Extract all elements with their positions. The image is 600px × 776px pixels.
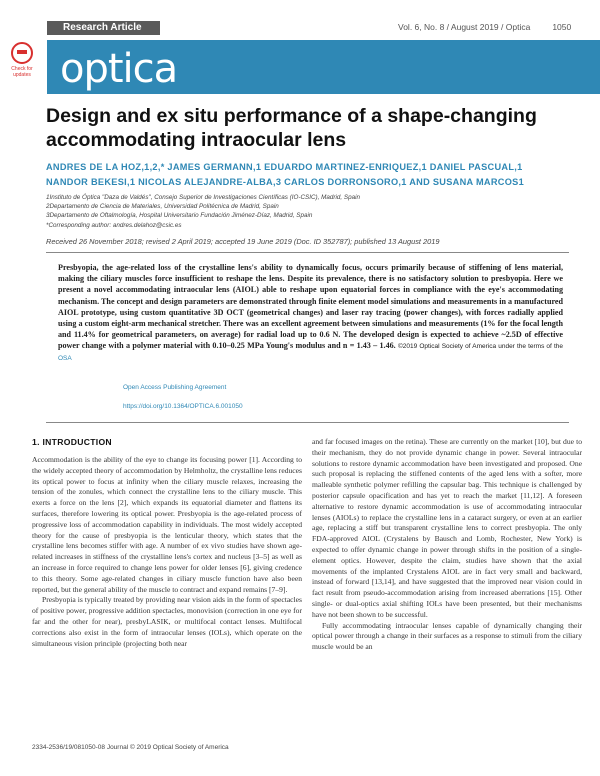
corresponding-author: *Corresponding author: andres.delahoz@csic.es bbox=[46, 221, 182, 229]
body-column-right bbox=[312, 437, 582, 653]
abstract-text: Presbyopia, the age-related loss of the crystalline lens's ability to dynamically focus, occurs primarily because of stiffening of lens material, making the ciliary muscles force insufficient to reshape the lens. Despite its prevalence, there is no satisfactory solution to presbyopia. Here we present a novel accommodating intraocular lens (AIOL) able to reshape upon equatorial forces in compliance with the eye's accommodating mechanism. The concept and design parameters are demonstrated through finite element model simulations and measurements in a manufactured AIOL prototype, using custom quantitative 3D OCT (geometrical changes) and laser ray tracing (power changes), with forces radially applied using a custom eight-arm mechanical stretcher. There was an excellent agreement between simulations and measurements (1% for the focal length and 11.4% for geometrical parameters, on average) for radial load up to 0.6 N. The developed design is expected to achieve ~2.5D of effective power change with a polymer material with 0.10–0.25 MPa Young's modulus and n = 1.43 – 1.46. bbox=[58, 263, 563, 351]
paragraph: and far focused images on the retina). These are currently on the market [10], but due to their mechanism, they do not provide dynamic change in power. Several intraocular solutions to restore dynamic accommodation have been investigated and proposed. One such proposal is replacing the stiffened contents of the aged lens with a softer, more malleable synthetic polymer refilling the capsular bag. This technique is challenged by posterior capsule opacification and has yet to reach the market [11,12]. A foreseen alternative to restore dynamic accommodation is use of accommodating intraocular lenses (AIOLs) to replace the crystalline lens in a cataract surgery, or even at an earlier age, replacing a stiff but transparent crystalline lens to correct presbyopia. The only FDA-approved AIOL (Crystalens by Bausch and Lomb, Rochester, New York) is expected to offer dynamic change in power through shifts in the position of a single-element optics. However, despite the claim, studies have shown that the axial movements of the implanted Crystalens AIOL are in fact very small and backward, instead of forward [13,14], and have suggested that the improved near vision could in fact result from pseudo-accommodation arising from increased aberrations [15]. Other single- or dual-optics axial shifting IOLs have been presented, but their mechanisms have not been shown to be successful. bbox=[312, 437, 582, 619]
abstract bbox=[58, 262, 563, 363]
footer-text: 2334-2536/19/081050-08 Journal © 2019 Optical Society of America bbox=[32, 744, 229, 751]
copyright-text: ©2019 Optical Society of America under the terms of the bbox=[398, 343, 563, 351]
publication-dates: Received 26 November 2018; revised 2 April 2019; accepted 19 June 2019 (Doc. ID 352787); published 13 August 2019 bbox=[46, 237, 440, 246]
check-updates-icon bbox=[11, 42, 33, 64]
section-heading: 1. INTRODUCTION bbox=[32, 437, 112, 447]
divider-top bbox=[46, 252, 569, 253]
affiliation-2: 2Departamento de Ciencia de Materiales, Universidad Politécnica de Madrid, Spain bbox=[46, 203, 279, 211]
journal-meta bbox=[398, 22, 571, 32]
open-access-link[interactable]: Open Access Publishing Agreement bbox=[123, 384, 227, 391]
section-label: Research Article bbox=[47, 21, 160, 35]
journal-logo: optica bbox=[60, 46, 178, 92]
author-list: ANDRES DE LA HOZ,1,2,* JAMES GERMANN,1 EDUARDO MARTINEZ-ENRIQUEZ,1 DANIEL PASCUAL,1 NANDOR BEKESI,1 NICOLAS ALEJANDRE-ALBA,3 CARLOS DORRONSORO,1 AND SUSANA MARCOS1 bbox=[46, 162, 525, 187]
doi-link[interactable]: https://doi.org/10.1364/OPTICA.6.001050 bbox=[123, 403, 243, 410]
affiliation-1: 1Instituto de Óptica "Daza de Valdés", Consejo Superior de Investigaciones Científicas (IO-CSIC), Madrid, Spain bbox=[46, 194, 360, 201]
page-number: 1050 bbox=[552, 22, 572, 32]
header-bar bbox=[0, 0, 600, 40]
divider-bottom bbox=[46, 422, 569, 423]
affiliations bbox=[46, 193, 566, 230]
osa-link[interactable]: OSA bbox=[58, 354, 72, 362]
body-column-left bbox=[32, 437, 302, 649]
article-title: Design and ex situ performance of a shape-changing accommodating intraocular lens bbox=[46, 105, 537, 151]
check-updates-badge[interactable] bbox=[7, 42, 37, 78]
paragraph: Fully accommodating intraocular lenses capable of dynamically changing their optical power through a change in their surfaces as a response to stimuli from the ciliary muscle would be an bbox=[312, 620, 582, 652]
volume-info: Vol. 6, No. 8 / August 2019 / Optica bbox=[398, 22, 531, 32]
paragraph: Presbyopia is typically treated by providing near vision aids in the form of spectacles of positive power, progressive addition spectacles, monovision (correction in one eye for far and the other for near), presbyLASIK, or multifocal contact lenses. Multifocal corrections also exist in the form of intraocular lenses (IOLs), which operate on the simultaneous vision principle (projecting both near bbox=[32, 595, 302, 648]
check-updates-label: Check for updates bbox=[11, 66, 33, 78]
paragraph: Accommodation is the ability of the eye to change its focusing power [1]. According to the widely accepted theory of accommodation by Helmholtz, the crystalline lens reduces its optical power to focus at infinity when the ciliary muscle relaxes, increasing the tension of the zonules, which connect the crystalline lens to the ciliary muscle. This exerts a force on the lens [2], which expands its equatorial diameter and flattens its surfaces, therefore lowering its optical power. Presbyopia is the age-related process of progressive loss of accommodation capability in individuals. The most widely accepted theory for the cause of presbyopia is the lenticular theory, which states that the crystalline lens becomes stiffer with age. A number of ex vivo studies have shown age-related increases in stiffness of the crystalline lens's cortex and nucleus [3–5] as well as an increase in force required to change lens power for older lenses [6], giving credence to this theory. Some age-related changes in ciliary muscle function have also been reported, but the general ability of the muscle to contract and expand remains [7–9]. bbox=[32, 455, 302, 594]
affiliation-3: 3Departamento de Oftalmología, Hospital Universitario Fundación Jiménez-Díaz, Madrid, Spain bbox=[46, 212, 313, 220]
